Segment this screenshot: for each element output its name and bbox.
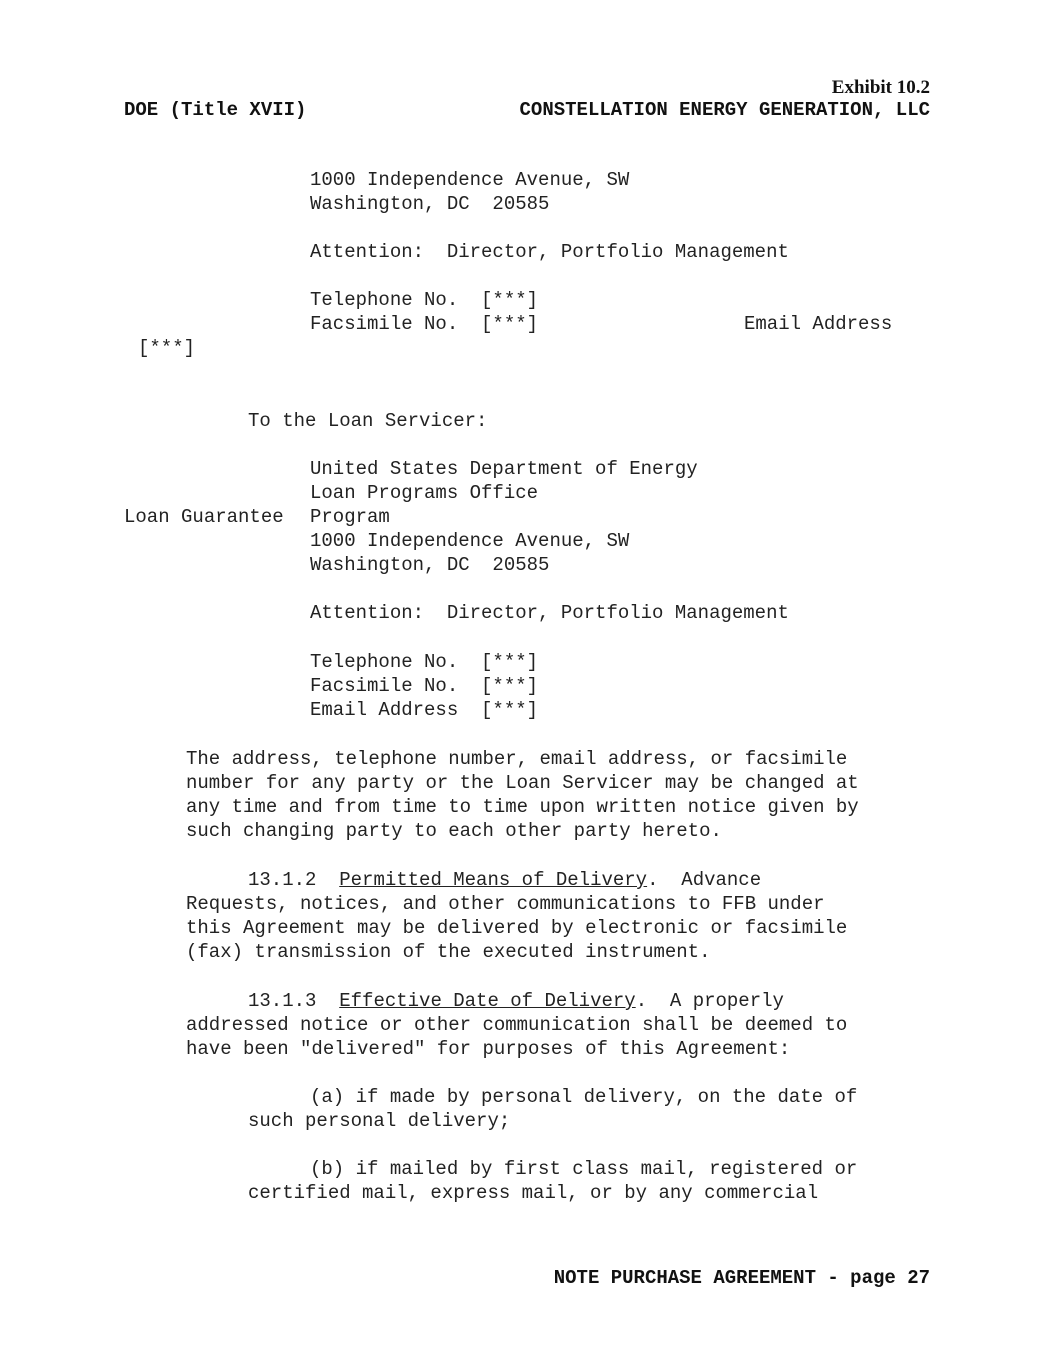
- clause-b-line1: (b) if mailed by first class mail, registered or: [310, 1158, 858, 1180]
- section-title: Effective Date of Delivery: [339, 990, 636, 1012]
- exhibit-label: Exhibit 10.2: [831, 77, 930, 98]
- section-1312-line: (fax) transmission of the executed instrument.: [186, 941, 711, 963]
- clause-a-line1: (a) if made by personal delivery, on the date of: [310, 1086, 858, 1108]
- header-right: CONSTELLATION ENERGY GENERATION, LLC: [519, 99, 930, 121]
- doe-email-label: Email Address: [744, 313, 893, 335]
- paragraph-line: The address, telephone number, email address, or facsimile: [186, 748, 848, 770]
- doe-email-value: [***]: [138, 337, 196, 359]
- servicer-line3-prefix: Loan Guarantee: [124, 506, 284, 528]
- doe-address-line2: Washington, DC 20585: [310, 193, 550, 215]
- paragraph-line: number for any party or the Loan Servicer may be changed at: [186, 772, 859, 794]
- section-1312-line: this Agreement may be delivered by electronic or facsimile: [186, 917, 848, 939]
- section-title: Permitted Means of Delivery: [339, 869, 648, 891]
- servicer-email: Email Address [***]: [310, 699, 539, 721]
- clause-a-line2: such personal delivery;: [248, 1110, 511, 1132]
- clause-b-line2: certified mail, express mail, or by any commercial: [248, 1182, 819, 1204]
- section-heading-rest: . A properly: [635, 990, 784, 1012]
- doe-address-line1: 1000 Independence Avenue, SW: [310, 169, 630, 191]
- servicer-line2: Loan Programs Office: [310, 482, 539, 504]
- paragraph-line: such changing party to each other party hereto.: [186, 820, 722, 842]
- section-1313-line: addressed notice or other communication shall be deemed to: [186, 1014, 848, 1036]
- section-number: 13.1.3: [248, 990, 317, 1012]
- page-footer: NOTE PURCHASE AGREEMENT - page 27: [553, 1267, 930, 1289]
- section-1313-heading: [248, 989, 784, 1013]
- doe-attention: Attention: Director, Portfolio Management: [310, 241, 789, 263]
- section-heading-rest: . Advance: [647, 869, 762, 891]
- section-1312-line: Requests, notices, and other communications to FFB under: [186, 893, 825, 915]
- servicer-line3: Program: [310, 506, 390, 528]
- section-1313-line: have been "delivered" for purposes of this Agreement:: [186, 1038, 791, 1060]
- header-left: DOE (Title XVII): [124, 99, 307, 121]
- doe-facsimile: Facsimile No. [***]: [310, 313, 539, 335]
- servicer-attention: Attention: Director, Portfolio Management: [310, 602, 789, 624]
- servicer-line5: Washington, DC 20585: [310, 554, 550, 576]
- servicer-line4: 1000 Independence Avenue, SW: [310, 530, 630, 552]
- section-1312-heading: [248, 868, 761, 892]
- section-number: 13.1.2: [248, 869, 317, 891]
- servicer-facsimile: Facsimile No. [***]: [310, 675, 539, 697]
- servicer-telephone: Telephone No. [***]: [310, 651, 539, 673]
- servicer-heading: To the Loan Servicer:: [248, 410, 488, 432]
- doe-telephone: Telephone No. [***]: [310, 289, 539, 311]
- paragraph-line: any time and from time to time upon written notice given by: [186, 796, 859, 818]
- servicer-line1: United States Department of Energy: [310, 458, 698, 480]
